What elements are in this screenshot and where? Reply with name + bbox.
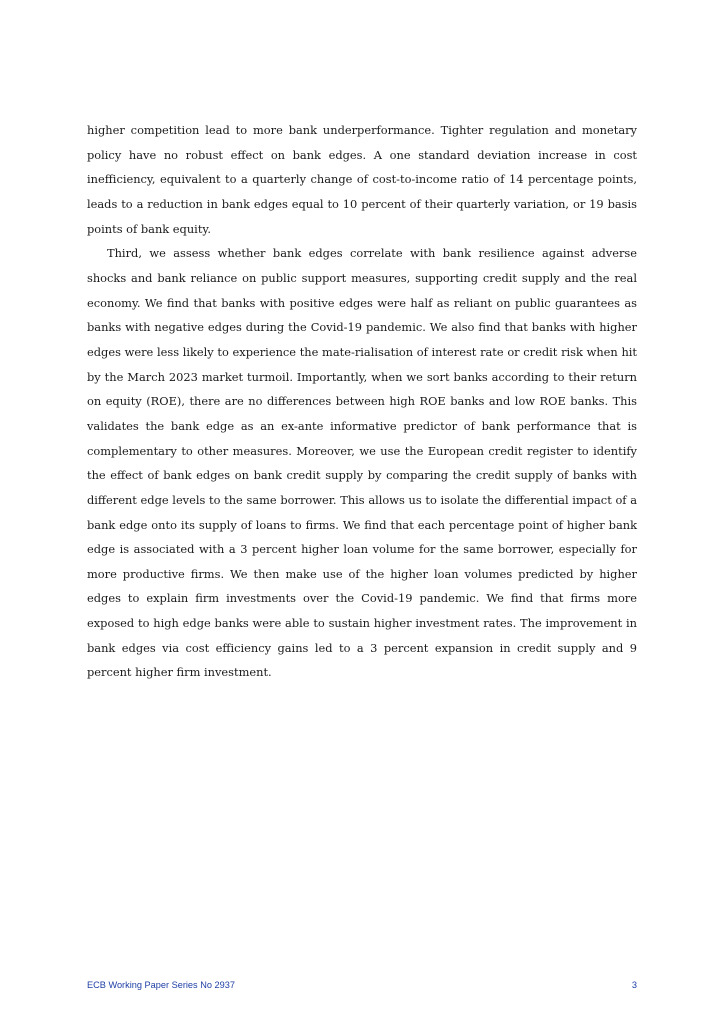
paragraph-third-findings: Third, we assess whether bank edges correlate with bank resilience against adverse shocks and bank reliance on public support measures, supporting credit supply and the real economy. We find that banks with positive edges were half as reliant on public guarantees as banks with negative edges during the Covid-19 pandemic. We also find that banks with higher edges were less likely to experience the mate-rialisation of interest rate or credit risk when hit by the March 2023 market turmoil. Importantly, when we sort banks according to their return on equity (ROE), there are no differences between high ROE banks and low ROE banks. This validates the bank edge as an ex-ante informative predictor of bank performance that is complementary to other measures. Moreover, we use the European credit register to identify the effect of bank edges on bank credit supply by comparing the credit supply of banks with different edge levels to the same borrower. This allows us to isolate the differential impact of a bank edge onto its supply of loans to firms. We find that each percentage point of higher bank edge is associated with a 3 percent higher loan volume for the same borrower, especially for more productive firms. We then make use of the higher loan volumes predicted by higher edges to explain firm investments over the Covid-19 pandemic. We find that firms more exposed to high edge banks were able to sustain higher investment rates. The improvement in bank edges via cost efficiency gains led to a 3 percent expansion in credit supply and 9 percent higher firm investment.: [87, 246, 637, 680]
body-text: [87, 118, 637, 685]
paragraph-continuation: higher competition lead to more bank underperformance. Tighter regulation and monetary policy have no robust effect on bank edges. A one standard deviation increase in cost inefficiency, equivalent to a quarterly change of cost-to-income ratio of 14 percentage points, leads to a reduction in bank edges equal to 10 percent of their quarterly variation, or 19 basis points of bank equity.: [87, 123, 637, 236]
footer-series-label: ECB Working Paper Series No 2937: [87, 980, 235, 990]
footer-page-number: 3: [631, 980, 637, 990]
